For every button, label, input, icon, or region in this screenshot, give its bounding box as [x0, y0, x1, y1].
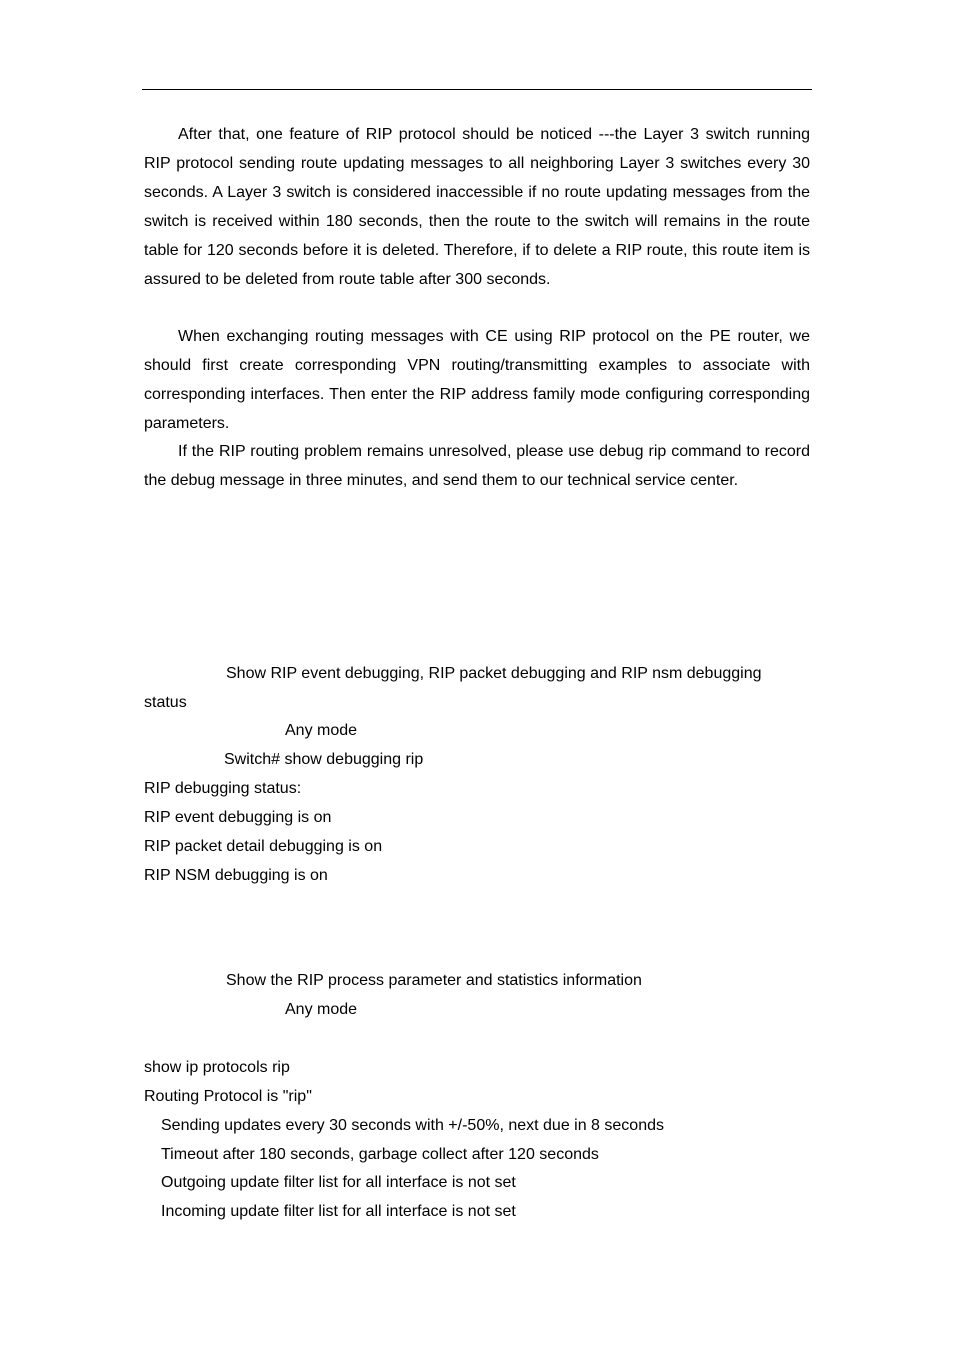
- command2-output-line: Incoming update filter list for all interface is not set: [161, 1203, 516, 1220]
- command1-output-line: RIP packet detail debugging is on: [144, 838, 383, 855]
- paragraph-rip-timers: After that, one feature of RIP protocol should be noticed ---the Layer 3 switch running RIP protocol sending route updating messages to all neighboring Layer 3 switches every 30 seconds. A Layer 3 switch is considered inaccessible if no route updating messages from the switch is received within 180 seconds, then the route to the switch will remains in the route table for 120 seconds before it is deleted. Therefore, if to delete a RIP route, this route item is assured to be deleted from route table after 300 seconds.: [144, 126, 810, 288]
- command1-function-line2: status: [144, 694, 187, 711]
- command1-output-line: RIP event debugging is on: [144, 809, 332, 826]
- command1-function-line1: Show RIP event debugging, RIP packet debugging and RIP nsm debugging: [226, 665, 762, 682]
- paragraph-troubleshooting: If the RIP routing problem remains unresolved, please use debug rip command to record the debug message in three minutes, and send them to our technical service center.: [144, 443, 810, 489]
- command2-output-line: Outgoing update filter list for all interface is not set: [161, 1174, 516, 1191]
- command2-output-line: Timeout after 180 seconds, garbage collect after 120 seconds: [161, 1146, 599, 1163]
- header-rule: [142, 89, 812, 90]
- command1-output-line: RIP debugging status:: [144, 780, 302, 797]
- command2-function: Show the RIP process parameter and statistics information: [226, 972, 642, 989]
- command2-output-line: Sending updates every 30 seconds with +/-50%, next due in 8 seconds: [161, 1117, 664, 1134]
- command1-mode: Any mode: [285, 722, 358, 739]
- command2-output-line: Routing Protocol is "rip": [144, 1088, 312, 1105]
- command2-example: show ip protocols rip: [144, 1059, 290, 1076]
- command1-output-line: RIP NSM debugging is on: [144, 867, 328, 884]
- command2-mode: Any mode: [285, 1001, 358, 1018]
- paragraph-pe-ce-rip: When exchanging routing messages with CE using RIP protocol on the PE router, we should first create corresponding VPN routing/transmitting examples to associate with corresponding interfaces. Then enter the RIP address family mode configuring corresponding parameters.: [144, 328, 810, 432]
- command1-example: Switch# show debugging rip: [224, 751, 424, 768]
